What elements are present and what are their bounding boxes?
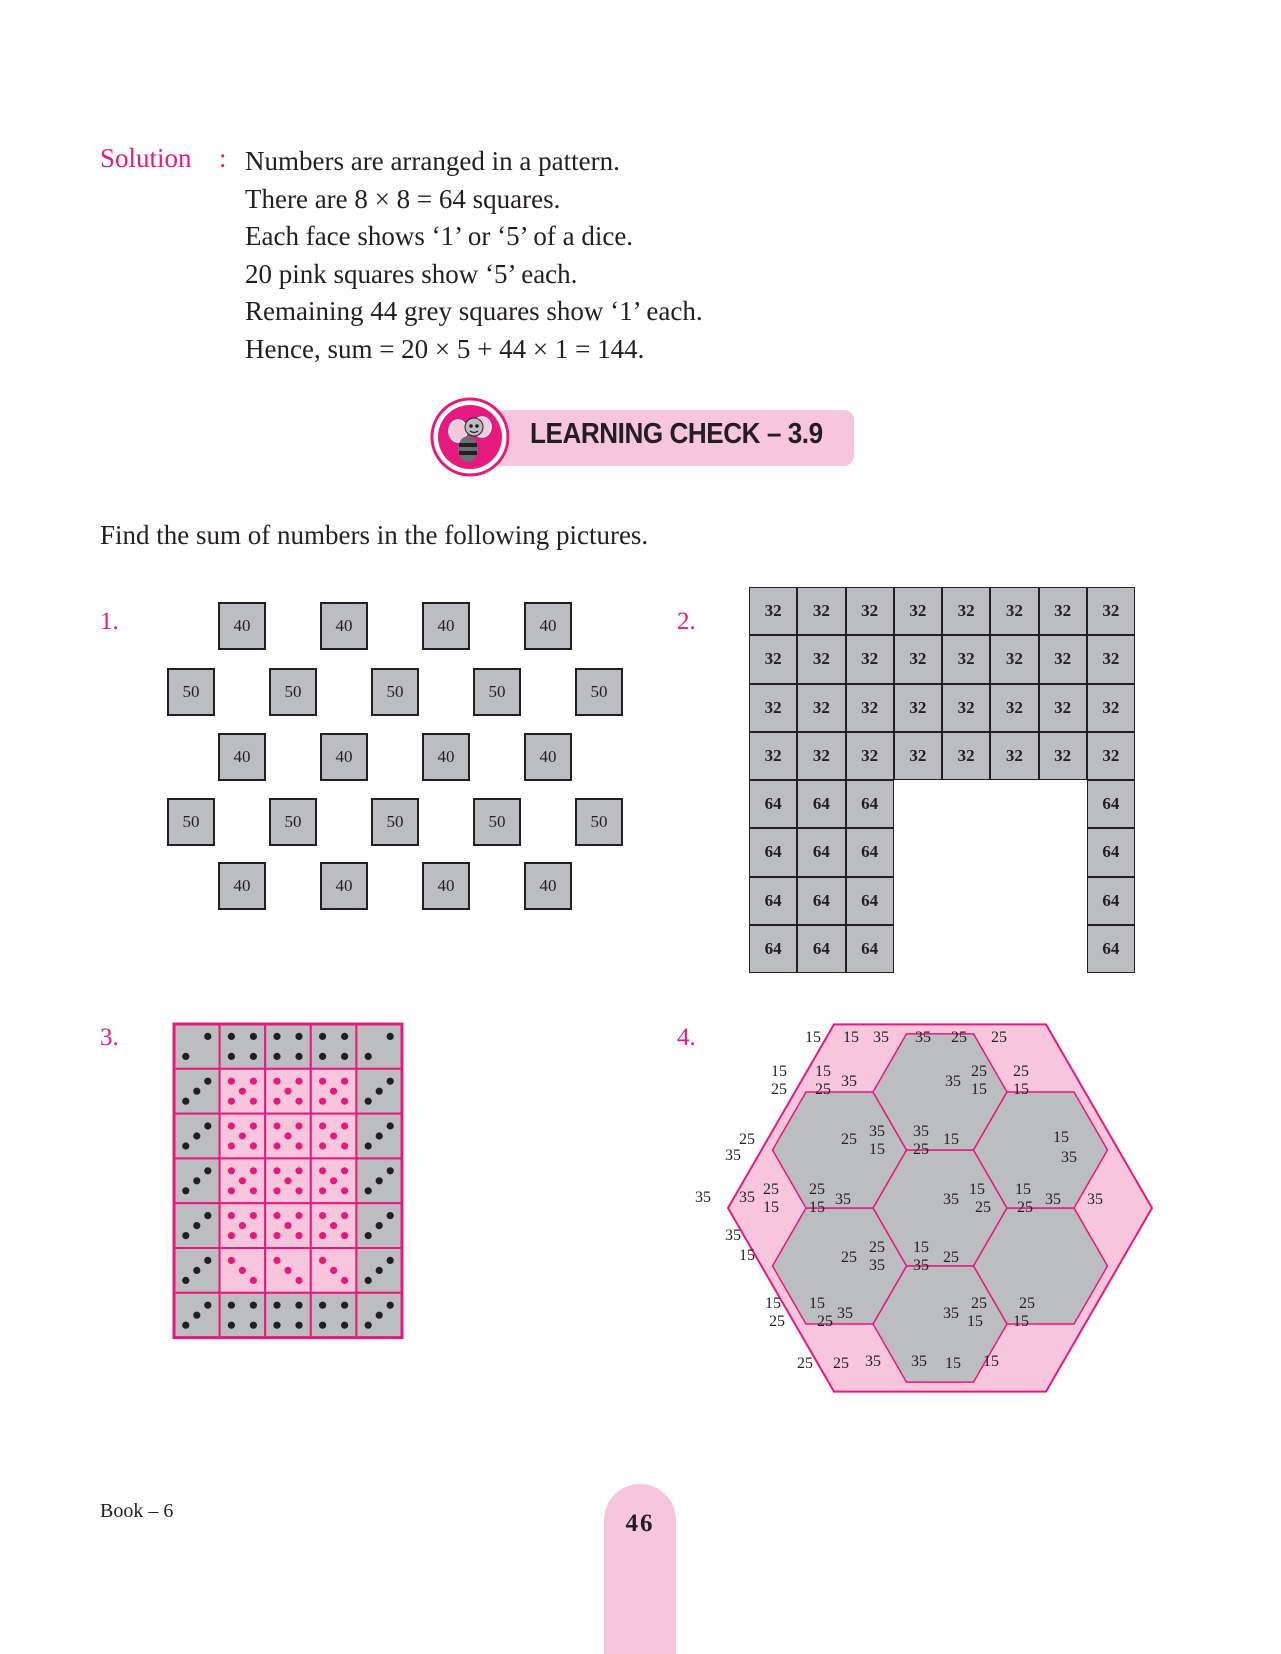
q3-die-pip [295,1053,302,1060]
q2-cell: 32 [846,587,894,635]
q2-cell: 32 [1039,587,1087,635]
q1-square: 40 [320,862,368,910]
q3-die-pip [319,1232,326,1239]
q3-die-pip [376,1088,383,1095]
q2-cell: 64 [1087,828,1135,876]
q3-die-pip [319,1098,326,1105]
q3-die-pip [341,1033,348,1040]
q1-square: 40 [218,602,266,650]
q4-label: 15 [739,1247,755,1264]
q3-die-pip [204,1212,211,1219]
q4-label: 15 [805,1029,821,1046]
q4-hexagon-figure [695,1018,1155,1398]
q3-die-pip [182,1098,189,1105]
q3-die-pip [341,1232,348,1239]
q4-label: 15 [1013,1081,1029,1098]
q3-die-pip [182,1053,189,1060]
q2-cell: 64 [749,828,797,876]
q2-cell: 64 [1087,877,1135,925]
q3-die-cell [311,1024,357,1069]
q2-cell: 32 [990,732,1038,780]
q4-label: 25 [913,1141,929,1158]
instruction-text: Find the sum of numbers in the following pictures. [100,520,649,550]
q4-label: 35 [911,1353,927,1370]
q1-square: 40 [524,733,572,781]
q4-label: 25 [841,1249,857,1266]
q4-label: 25 [833,1355,849,1372]
q3-die-cell [311,1293,357,1338]
q3-die-pip [341,1167,348,1174]
q3-die-pip [341,1098,348,1105]
q4-label: 15 [809,1295,825,1312]
q4-label: 35 [869,1123,885,1140]
q3-die-pip [341,1142,348,1149]
q3-die-pip [273,1122,280,1129]
q2-cell: 32 [749,635,797,683]
q4-label: 15 [945,1355,961,1372]
q1-square: 40 [320,602,368,650]
q3-die-pip [295,1302,302,1309]
question-number-3: 3. [100,1024,119,1051]
q3-die-pip [273,1142,280,1149]
q4-label: 15 [913,1239,929,1256]
q3-die-pip [376,1177,383,1184]
q3-die-pip [273,1078,280,1085]
q2-cell: 64 [846,877,894,925]
q3-die-pip [330,1088,337,1095]
q1-square: 50 [575,668,623,716]
q2-cell: 32 [990,684,1038,732]
q4-label: 15 [815,1063,831,1080]
q3-die-pip [284,1132,291,1139]
q2-cell: 32 [749,587,797,635]
q4-label: 15 [843,1029,859,1046]
q3-die-pip [250,1277,257,1284]
q4-label: 35 [873,1029,889,1046]
solution-colon: : [219,143,227,173]
q3-die-pip [295,1098,302,1105]
q1-square: 40 [524,602,572,650]
q4-label: 25 [771,1081,787,1098]
question-number-4: 4. [677,1024,696,1051]
q1-square: 40 [218,862,266,910]
solution-line: Remaining 44 grey squares show ‘1’ each. [245,296,703,327]
q1-square: 40 [218,733,266,781]
solution-line: Numbers are arranged in a pattern. [245,146,620,176]
q4-label: 25 [975,1199,991,1216]
q2-cell: 64 [749,877,797,925]
q3-die-pip [182,1232,189,1239]
q4-label: 35 [695,1189,711,1206]
q3-die-pip [228,1322,235,1329]
q3-die-pip [250,1122,257,1129]
q3-die-pip [273,1212,280,1219]
q2-cell: 64 [1087,780,1135,828]
q3-die-pip [250,1187,257,1194]
q3-die-pip [330,1222,337,1229]
q3-die-pip [284,1222,291,1229]
q2-cell: 32 [1087,684,1135,732]
q2-cell: 32 [894,684,942,732]
q2-figure [749,587,1135,973]
q3-die-pip [295,1322,302,1329]
q1-square: 40 [524,862,572,910]
q3-die-pip [319,1122,326,1129]
learning-check-title: LEARNING CHECK – 3.9 [530,418,823,450]
q3-die-pip [193,1132,200,1139]
q3-die-pip [330,1177,337,1184]
q1-square: 50 [167,798,215,846]
q4-label: 25 [763,1181,779,1198]
q1-square: 40 [422,733,470,781]
q3-die-pip [204,1167,211,1174]
q3-die-pip [228,1212,235,1219]
q3-die-pip [387,1167,394,1174]
q3-die-pip [284,1267,291,1274]
q3-die-pip [250,1212,257,1219]
q4-label: 15 [943,1131,959,1148]
q4-label: 25 [769,1313,785,1330]
q2-cell: 64 [846,828,894,876]
q3-die-pip [250,1232,257,1239]
q3-die-cell [265,1293,311,1338]
q3-die-pip [273,1033,280,1040]
q3-die-pip [330,1132,337,1139]
q2-cell: 32 [846,635,894,683]
q2-cell: 32 [942,732,990,780]
q3-die-pip [319,1142,326,1149]
q4-label: 15 [967,1313,983,1330]
q4-label: 35 [943,1191,959,1208]
q2-cell: 32 [1039,732,1087,780]
q3-die-pip [250,1078,257,1085]
q3-die-pip [182,1187,189,1194]
q4-label: 25 [991,1029,1007,1046]
q3-die-pip [387,1078,394,1085]
q3-die-pip [295,1033,302,1040]
q3-die-pip [341,1302,348,1309]
q3-die-pip [295,1187,302,1194]
q3-die-pip [295,1232,302,1239]
q3-die-pip [341,1322,348,1329]
q3-die-pip [376,1312,383,1319]
q2-cell: 32 [894,635,942,683]
q3-die-pip [228,1122,235,1129]
q4-label: 15 [1013,1313,1029,1330]
q1-square: 50 [473,668,521,716]
q3-die-pip [193,1177,200,1184]
q3-die-pip [341,1277,348,1284]
q3-die-pip [387,1257,394,1264]
q4-label: 25 [971,1295,987,1312]
q3-die-pip [273,1187,280,1194]
q3-die-cell [265,1024,311,1069]
q4-label: 35 [1061,1149,1077,1166]
q3-die-pip [319,1302,326,1309]
q4-label: 15 [763,1199,779,1216]
q3-die-pip [193,1088,200,1095]
q2-cell: 64 [797,780,845,828]
q3-die-pip [295,1078,302,1085]
q4-label: 25 [943,1249,959,1266]
q4-label: 35 [841,1073,857,1090]
solution-line: 20 pink squares show ‘5’ each. [245,258,578,289]
q4-label: 25 [817,1313,833,1330]
solution-text [245,143,703,369]
q3-die-pip [182,1277,189,1284]
q2-cell: 32 [797,732,845,780]
q3-die-pip [273,1098,280,1105]
q2-cell: 32 [797,684,845,732]
q4-label: 35 [1045,1191,1061,1208]
bee-mascot-icon [430,397,510,477]
q3-die-pip [228,1302,235,1309]
q3-die-pip [319,1078,326,1085]
q2-cell: 32 [1087,635,1135,683]
q3-die-pip [250,1098,257,1105]
q3-die-pip [365,1187,372,1194]
q3-die-pip [376,1267,383,1274]
q3-die-pip [376,1132,383,1139]
q4-label: 15 [765,1295,781,1312]
q2-cell: 32 [749,732,797,780]
q1-square: 50 [167,668,215,716]
q4-label: 35 [915,1029,931,1046]
q3-die-pip [365,1053,372,1060]
q3-die-pip [182,1322,189,1329]
question-number-2: 2. [677,608,696,635]
q3-dice-figure [172,1022,404,1340]
q3-die-cell [174,1024,220,1069]
q4-label: 35 [943,1305,959,1322]
q3-die-pip [319,1322,326,1329]
q2-cell: 32 [749,684,797,732]
q2-cell: 32 [942,587,990,635]
q4-label: 25 [1019,1295,1035,1312]
q4-label: 35 [837,1305,853,1322]
q3-die-pip [273,1053,280,1060]
q3-die-pip [273,1167,280,1174]
q4-label: 15 [1015,1181,1031,1198]
q4-label: 15 [971,1081,987,1098]
q3-die-pip [204,1302,211,1309]
q3-die-pip [295,1142,302,1149]
q4-label: 25 [1017,1199,1033,1216]
q3-die-pip [319,1212,326,1219]
q2-cell: 64 [797,877,845,925]
q3-die-pip [239,1088,246,1095]
q2-cell: 64 [797,828,845,876]
q3-die-pip [193,1312,200,1319]
q3-die-pip [228,1142,235,1149]
solution-label: Solution [100,143,192,173]
q1-square: 40 [422,602,470,650]
q1-square: 50 [371,798,419,846]
q4-label: 15 [869,1141,885,1158]
q3-die-pip [228,1098,235,1105]
question-number-1: 1. [100,608,119,635]
q3-die-pip [341,1187,348,1194]
q3-die-pip [376,1222,383,1229]
q4-label: 35 [913,1123,929,1140]
q4-label: 25 [815,1081,831,1098]
q3-die-pip [365,1232,372,1239]
q3-die-pip [228,1257,235,1264]
q4-label: 35 [725,1227,741,1244]
q1-square: 50 [473,798,521,846]
q2-cell: 32 [942,635,990,683]
q3-die-pip [239,1132,246,1139]
q2-cell: 32 [894,732,942,780]
q1-square: 50 [575,798,623,846]
q3-die-pip [239,1222,246,1229]
q2-cell: 64 [749,780,797,828]
footer-book-label: Book – 6 [100,1500,174,1522]
q4-label: 25 [951,1029,967,1046]
q2-cell: 64 [846,780,894,828]
q4-label: 25 [869,1239,885,1256]
q3-die-pip [319,1257,326,1264]
q3-die-pip [228,1167,235,1174]
q3-die-pip [387,1212,394,1219]
q3-die-pip [319,1167,326,1174]
q2-cell: 32 [990,635,1038,683]
q4-label: 25 [739,1131,755,1148]
q3-die-pip [193,1267,200,1274]
q1-square: 40 [320,733,368,781]
q2-cell: 64 [1087,925,1135,973]
q2-cell: 32 [990,587,1038,635]
q3-die-pip [228,1078,235,1085]
q3-die-pip [273,1302,280,1309]
q2-cell: 32 [942,684,990,732]
q3-die-pip [273,1322,280,1329]
q3-die-pip [365,1142,372,1149]
q2-cell: 64 [749,925,797,973]
q4-label: 35 [913,1257,929,1274]
q4-label: 15 [969,1181,985,1198]
q3-die-pip [319,1053,326,1060]
q2-cell: 32 [797,635,845,683]
q3-die-cell [220,1024,266,1069]
q3-die-pip [239,1267,246,1274]
q4-label: 25 [809,1181,825,1198]
q2-cell: 32 [1039,684,1087,732]
q4-label: 35 [869,1257,885,1274]
q4-label: 25 [797,1355,813,1372]
q3-die-pip [228,1187,235,1194]
q3-die-pip [319,1187,326,1194]
q1-square: 50 [371,668,419,716]
q1-square: 50 [269,668,317,716]
solution-line: Each face shows ‘1’ or ‘5’ of a dice. [245,221,634,252]
q3-die-pip [204,1078,211,1085]
q3-die-pip [228,1033,235,1040]
q4-label: 25 [1013,1063,1029,1080]
q2-cell: 32 [1087,587,1135,635]
q3-die-pip [204,1033,211,1040]
q3-die-pip [295,1167,302,1174]
q3-die-pip [250,1053,257,1060]
q4-label: 35 [945,1073,961,1090]
q3-die-pip [295,1212,302,1219]
q3-die-pip [228,1232,235,1239]
q3-die-pip [387,1122,394,1129]
q3-die-pip [273,1232,280,1239]
q4-label: 35 [1087,1191,1103,1208]
q2-cell: 32 [846,684,894,732]
q4-label: 15 [771,1063,787,1080]
q3-die-pip [341,1212,348,1219]
q2-cell: 32 [846,732,894,780]
q4-label: 35 [725,1147,741,1164]
q3-die-pip [284,1088,291,1095]
q3-die-pip [365,1322,372,1329]
q2-cell: 64 [846,925,894,973]
solution-line: Hence, sum = 20 × 5 + 44 × 1 = 144. [245,333,645,364]
q4-label: 35 [865,1353,881,1370]
q4-label: 15 [1053,1129,1069,1146]
q4-label: 25 [971,1063,987,1080]
q3-die-pip [239,1177,246,1184]
q3-die-pip [284,1177,291,1184]
q3-die-pip [204,1122,211,1129]
q3-die-pip [319,1033,326,1040]
q3-die-cell [220,1293,266,1338]
q4-label: 15 [809,1199,825,1216]
q3-die-pip [250,1167,257,1174]
q3-die-pip [341,1078,348,1085]
q2-cell: 32 [1039,635,1087,683]
q3-die-pip [250,1322,257,1329]
q2-cell: 64 [797,925,845,973]
q1-square: 40 [422,862,470,910]
q3-die-pip [295,1277,302,1284]
q3-die-pip [204,1257,211,1264]
q3-die-pip [341,1053,348,1060]
page-number: 46 [625,1510,655,1537]
q3-die-pip [193,1222,200,1229]
solution-line: There are 8 × 8 = 64 squares. [245,183,561,214]
q4-label: 15 [983,1353,999,1370]
q4-label: 35 [739,1189,755,1206]
q3-die-pip [330,1267,337,1274]
q3-die-pip [387,1033,394,1040]
q3-die-pip [250,1302,257,1309]
q4-label: 25 [841,1131,857,1148]
q3-die-pip [365,1098,372,1105]
q4-label: 35 [835,1191,851,1208]
q3-die-cell [356,1024,402,1069]
q3-die-pip [387,1302,394,1309]
q3-die-pip [341,1122,348,1129]
q2-cell: 32 [1087,732,1135,780]
q2-cell: 32 [894,587,942,635]
q3-die-pip [250,1142,257,1149]
q2-cell: 32 [797,587,845,635]
q3-die-pip [250,1033,257,1040]
q3-die-pip [182,1142,189,1149]
q3-die-pip [228,1053,235,1060]
q1-square: 50 [269,798,317,846]
q3-die-pip [295,1122,302,1129]
q3-die-pip [273,1257,280,1264]
q3-die-pip [365,1277,372,1284]
